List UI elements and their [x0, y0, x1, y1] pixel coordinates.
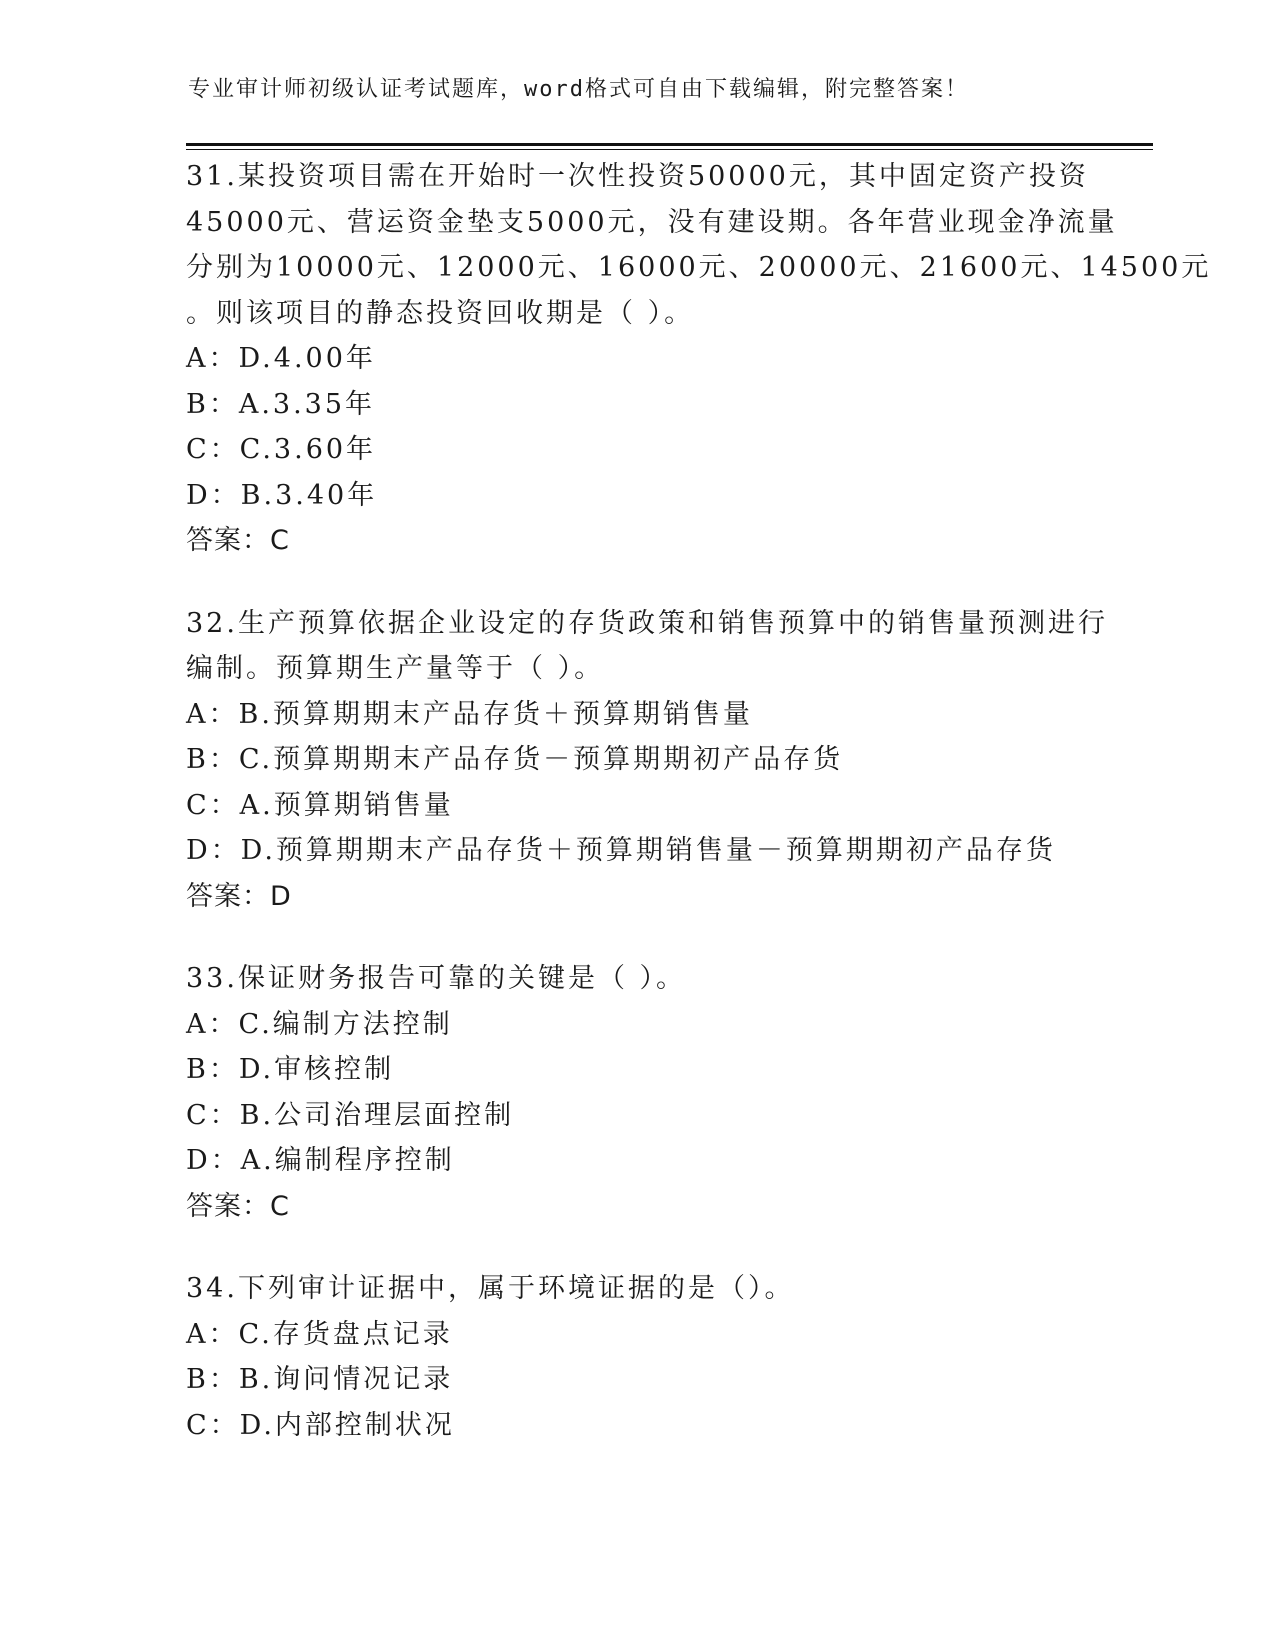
- question-stem-line: 32.生产预算依据企业设定的存货政策和销售预算中的销售量预测进行: [186, 607, 1108, 639]
- answer-option: C：C.3.60年: [186, 434, 377, 465]
- answer-option: A：C.编制方法控制: [186, 1008, 453, 1040]
- question-list: [186, 154, 1212, 1485]
- answer-option: D：B.3.40年: [186, 479, 378, 511]
- question-stem-line: 编制。预算期生产量等于（ ）。: [186, 653, 605, 684]
- document-header: 专业审计师初级认证考试题库，word格式可自由下载编辑，附完整答案！: [188, 77, 969, 102]
- question-block: [186, 956, 1086, 1229]
- answer-option: B：C.预算期期末产品存货－预算期期初产品存货: [186, 744, 844, 775]
- question-stem-line: 33.保证财务报告可靠的关键是（ ）。: [186, 963, 687, 994]
- question-stem-line: 分别为10000元、12000元、16000元、20000元、21600元、14500元: [186, 252, 1212, 283]
- question-stem-line: 34.下列审计证据中，属于环境证据的是（）。: [186, 1273, 795, 1304]
- question-block: [186, 601, 1108, 920]
- answer-option: C：D.内部控制状况: [186, 1409, 455, 1441]
- answer-option: C：B.公司治理层面控制: [186, 1099, 515, 1131]
- question-block: [186, 154, 1212, 564]
- question-stem-line: 。则该项目的静态投资回收期是（ ）。: [186, 297, 695, 329]
- answer-option: A：D.4.00年: [186, 343, 376, 374]
- answer-option: A：B.预算期期末产品存货＋预算期销售量: [186, 698, 753, 730]
- answer-option: A：C.存货盘点记录: [186, 1318, 453, 1350]
- header-divider-thick: [186, 143, 1153, 146]
- correct-answer: 答案：C: [186, 525, 290, 556]
- answer-option: B：B.询问情况记录: [186, 1364, 454, 1395]
- correct-answer: 答案：C: [186, 1190, 290, 1222]
- question-stem-line: 31.某投资项目需在开始时一次性投资50000元，其中固定资产投资: [186, 161, 1089, 192]
- answer-option: D：D.预算期期末产品存货＋预算期销售量－预算期期初产品存货: [186, 835, 1056, 866]
- question-stem-line: 45000元、营运资金垫支5000元，没有建设期。各年营业现金净流量: [186, 206, 1118, 238]
- header-divider-thin: [186, 149, 1153, 150]
- answer-option: B：D.审核控制: [186, 1054, 395, 1085]
- answer-option: D：A.编制程序控制: [186, 1145, 455, 1176]
- answer-option: C：A.预算期销售量: [186, 789, 454, 821]
- question-block: [186, 1266, 1086, 1448]
- answer-option: B：A.3.35年: [186, 388, 376, 420]
- correct-answer: 答案：D: [186, 880, 292, 912]
